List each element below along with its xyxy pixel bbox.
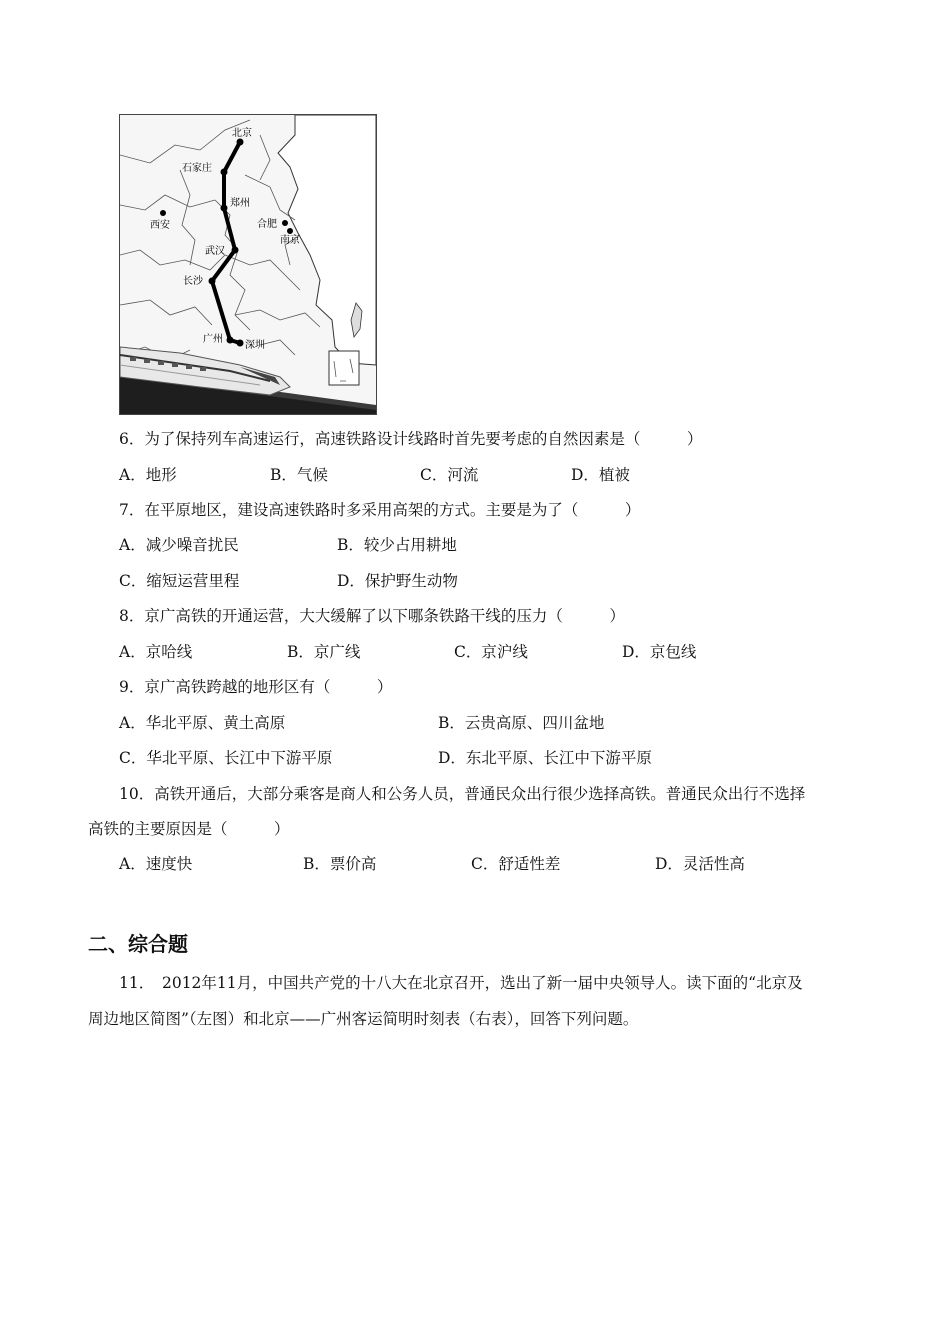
question-9-stem: 9．京广高铁跨越的地形区有（ ） xyxy=(119,678,393,696)
question-10-stem-line1: 10．高铁开通后，大部分乘客是商人和公务人员，普通民众出行很少选择高铁。普通民众出行不选择 xyxy=(119,785,806,803)
question-10-stem-line2: 高铁的主要原因是（ ） xyxy=(88,820,290,838)
city-label-changsha: 长沙 xyxy=(183,276,203,287)
q6-option-d: D．植被 xyxy=(571,466,630,484)
q10-option-c: C．舒适性差 xyxy=(471,855,561,873)
question-11-line2: 周边地区简图”（左图）和北京——广州客运简明时刻表（右表），回答下列问题。 xyxy=(88,1010,639,1028)
china-map-svg xyxy=(120,115,376,414)
q7-option-d: D．保护野生动物 xyxy=(337,572,458,590)
city-label-nanjing: 南京 xyxy=(280,235,300,246)
q10-option-a: A．速度快 xyxy=(119,855,193,873)
q6-option-b: B．气候 xyxy=(270,466,328,484)
q9-option-c: C．华北平原、长江中下游平原 xyxy=(119,749,333,767)
city-label-hefei: 合肥 xyxy=(257,219,277,230)
city-label-zhengzhou: 郑州 xyxy=(230,198,250,209)
q7-option-a: A．减少噪音扰民 xyxy=(119,536,239,554)
q9-option-b: B．云贵高原、四川盆地 xyxy=(438,714,605,732)
question-7-stem: 7．在平原地区，建设高速铁路时多采用高架的方式。主要是为了（ ） xyxy=(119,501,641,519)
q8-option-a: A．京哈线 xyxy=(119,643,193,661)
q9-option-d: D．东北平原、长江中下游平原 xyxy=(438,749,652,767)
q9-option-a: A．华北平原、黄土高原 xyxy=(119,714,286,732)
q6-option-a: A．地形 xyxy=(119,466,177,484)
city-label-shijiazhuang: 石家庄 xyxy=(182,163,212,174)
question-11-line1: 11． 2012年11月，中国共产党的十八大在北京召开，选出了新一届中央领导人。读下面的“北京及 xyxy=(119,974,803,992)
q6-option-c: C．河流 xyxy=(420,466,479,484)
q10-option-b: B．票价高 xyxy=(303,855,377,873)
section-title-comprehensive: 二、综合题 xyxy=(88,932,188,956)
q7-option-b: B．较少占用耕地 xyxy=(337,536,457,554)
city-label-xian: 西安 xyxy=(150,220,170,231)
city-label-wuhan: 武汉 xyxy=(205,246,225,257)
railway-map-figure xyxy=(119,114,377,415)
question-8-stem: 8．京广高铁的开通运营，大大缓解了以下哪条铁路干线的压力（ ） xyxy=(119,607,625,625)
question-6-stem: 6．为了保持列车高速运行，高速铁路设计线路时首先要考虑的自然因素是（ ） xyxy=(119,430,703,448)
q7-option-c: C．缩短运营里程 xyxy=(119,572,240,590)
q8-option-d: D．京包线 xyxy=(622,643,697,661)
q10-option-d: D．灵活性高 xyxy=(655,855,745,873)
q8-option-b: B．京广线 xyxy=(287,643,361,661)
city-label-guangzhou: 广州 xyxy=(203,334,223,345)
city-label-beijing: 北京 xyxy=(232,128,252,139)
city-label-shenzhen: 深圳 xyxy=(245,340,265,351)
q8-option-c: C．京沪线 xyxy=(454,643,528,661)
